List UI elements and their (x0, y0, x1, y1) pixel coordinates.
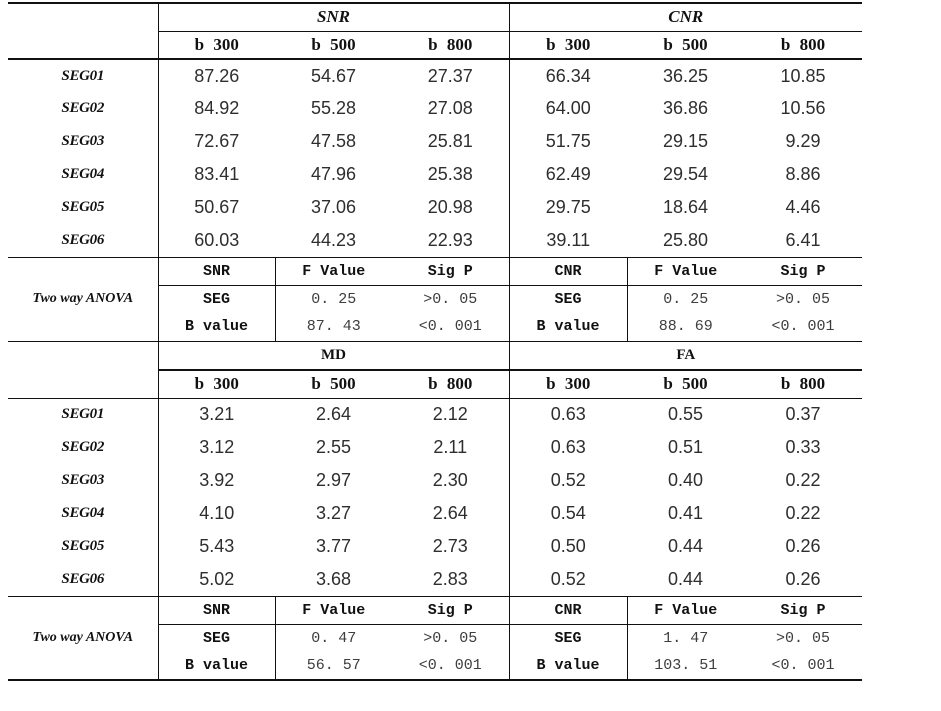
col-header-b-800: b 800 (392, 31, 509, 59)
row-label-seg04: SEG04 (8, 497, 158, 530)
data-cell: 54.67 (310, 65, 357, 86)
data-cell: 51.75 (545, 131, 591, 151)
data-cell: 4.46 (785, 197, 821, 217)
data-cell: 3.68 (275, 563, 392, 596)
data-cell: 25.80 (627, 224, 744, 257)
anova-value-cell: >0. 05 (392, 285, 509, 313)
data-cell: 4.10 (199, 503, 235, 523)
data-cell: 55.28 (310, 98, 357, 118)
table-row (8, 191, 862, 224)
table-row (8, 224, 862, 257)
group-header-cnr: CNR (509, 3, 862, 31)
data-cell: 39.11 (509, 224, 627, 257)
anova-col-header-cnr: CNR (509, 596, 627, 624)
data-cell: 29.54 (662, 164, 709, 184)
anova-value-cell: <0. 001 (392, 313, 509, 341)
data-cell: 0.22 (785, 470, 821, 490)
anova-value-cell: <0. 001 (744, 652, 862, 680)
data-cell: 0.41 (667, 503, 704, 523)
anova-row-sublabel: SEG (509, 285, 627, 313)
data-cell: 2.55 (315, 437, 352, 457)
data-cell: 2.64 (315, 404, 352, 425)
data-cell: 27.37 (392, 59, 509, 92)
anova-col-header-sig-p: Sig P (744, 596, 862, 624)
data-cell: 20.98 (392, 191, 509, 224)
data-cell: 22.93 (392, 224, 509, 257)
anova-col-header-sig-p: Sig P (392, 257, 509, 285)
group-header-md: MD (158, 341, 509, 370)
data-cell: 0.22 (785, 503, 821, 523)
anova-value-cell: >0. 05 (392, 624, 509, 652)
col-header-b-800: b 800 (744, 31, 862, 59)
data-cell: 0.52 (509, 563, 627, 596)
data-cell: 0.50 (550, 536, 586, 556)
data-cell: 87.26 (194, 65, 240, 86)
anova-value-cell: <0. 001 (744, 313, 862, 341)
data-cell: 18.64 (662, 197, 709, 217)
col-header-b-300: b 300 (509, 370, 627, 398)
row-label-seg05: SEG05 (8, 530, 158, 563)
data-cell: 3.21 (199, 404, 235, 425)
anova-row-label: Two way ANOVA (8, 596, 158, 680)
data-cell: 0.26 (744, 563, 862, 596)
row-label-seg06: SEG06 (8, 563, 158, 596)
anova-row-sublabel: SEG (509, 624, 627, 652)
table-row (8, 398, 862, 431)
data-cell: 2.12 (392, 398, 509, 431)
anova-col-header-snr: SNR (158, 257, 275, 285)
data-cell: 25.81 (392, 125, 509, 158)
col-header-b-300: b 300 (158, 370, 275, 398)
table-row (8, 497, 862, 530)
data-cell: 0.63 (550, 404, 586, 425)
data-cell: 72.67 (194, 131, 240, 151)
anova-value-cell: >0. 05 (776, 290, 831, 308)
anova-col-header-cnr: CNR (509, 257, 627, 285)
data-cell: 0.63 (550, 437, 586, 457)
row-label-seg01: SEG01 (8, 59, 158, 92)
anova-value-cell: 0. 25 (311, 290, 357, 308)
col-header-b-500: b 500 (275, 370, 392, 398)
anova-value-cell: 88. 69 (627, 313, 744, 341)
row-label-seg03: SEG03 (8, 125, 158, 158)
data-cell: 0.44 (667, 536, 704, 556)
data-cell: 44.23 (275, 224, 392, 257)
data-cell: 0.40 (667, 470, 704, 490)
anova-value-cell: 0. 47 (311, 629, 357, 647)
results-table (8, 2, 862, 681)
data-cell: 3.92 (199, 470, 235, 490)
table-row (8, 563, 862, 596)
anova-row-sublabel: SEG (158, 624, 275, 652)
anova-value-cell: 103. 51 (627, 652, 744, 680)
data-cell: 37.06 (310, 197, 357, 217)
data-cell: 84.92 (194, 98, 240, 118)
data-cell: 62.49 (545, 164, 591, 184)
group-header-fa: FA (509, 341, 862, 370)
col-header-b-800: b 800 (744, 370, 862, 398)
data-cell: 36.25 (662, 65, 709, 86)
data-cell: 66.34 (545, 65, 591, 86)
data-cell: 10.85 (780, 65, 826, 86)
data-cell: 50.67 (194, 197, 240, 217)
table-row (8, 125, 862, 158)
data-cell: 9.29 (785, 131, 821, 151)
col-header-b-800: b 800 (392, 370, 509, 398)
data-cell: 36.86 (662, 98, 709, 118)
data-cell: 83.41 (194, 164, 240, 184)
data-cell: 3.77 (315, 536, 352, 556)
data-cell: 0.37 (785, 404, 821, 425)
data-cell: 0.55 (667, 404, 704, 425)
data-cell: 47.96 (310, 164, 357, 184)
table-row (8, 59, 862, 92)
results-table-body (8, 3, 862, 680)
table-row (8, 92, 862, 125)
row-label-seg02: SEG02 (8, 92, 158, 125)
table-row (8, 158, 862, 191)
anova-row-sublabel: B value (158, 652, 275, 680)
data-cell: 2.83 (392, 563, 509, 596)
row-label-seg03: SEG03 (8, 464, 158, 497)
col-header-b-500: b 500 (627, 370, 744, 398)
data-cell: 0.26 (785, 536, 821, 556)
anova-col-header-f-value: F Value (627, 596, 744, 624)
data-cell: 60.03 (158, 224, 275, 257)
data-cell: 0.52 (550, 470, 586, 490)
anova-value-cell: 87. 43 (275, 313, 392, 341)
group-header-snr: SNR (158, 3, 509, 31)
col-header-b-300: b 300 (509, 31, 627, 59)
anova-col-header-sig-p: Sig P (744, 257, 862, 285)
anova-value-cell: <0. 001 (392, 652, 509, 680)
anova-row-sublabel: B value (509, 652, 627, 680)
row-label-seg05: SEG05 (8, 191, 158, 224)
table-row (8, 431, 862, 464)
data-cell: 3.27 (315, 503, 352, 523)
data-cell: 0.33 (785, 437, 821, 457)
data-cell: 3.12 (199, 437, 235, 457)
data-cell: 47.58 (310, 131, 357, 151)
data-cell: 27.08 (392, 92, 509, 125)
row-label-seg01: SEG01 (8, 398, 158, 431)
table-row (8, 464, 862, 497)
anova-row-sublabel: SEG (158, 285, 275, 313)
col-header-b-500: b 500 (627, 31, 744, 59)
group-header-row (8, 341, 862, 370)
anova-row-sublabel: B value (509, 313, 627, 341)
anova-col-header-f-value: F Value (627, 257, 744, 285)
data-cell: 2.73 (392, 530, 509, 563)
anova-col-header-sig-p: Sig P (392, 596, 509, 624)
row-label-seg06: SEG06 (8, 224, 158, 257)
corner-cell (8, 341, 158, 398)
row-label-seg02: SEG02 (8, 431, 158, 464)
data-cell: 2.11 (392, 431, 509, 464)
table-row (8, 530, 862, 563)
data-cell: 2.30 (392, 464, 509, 497)
data-cell: 10.56 (780, 98, 826, 118)
anova-col-header-f-value: F Value (275, 257, 392, 285)
row-label-seg04: SEG04 (8, 158, 158, 191)
anova-value-cell: 0. 25 (663, 290, 709, 308)
data-cell: 0.51 (667, 437, 704, 457)
anova-col-header-f-value: F Value (275, 596, 392, 624)
anova-col-header-snr: SNR (158, 596, 275, 624)
anova-header-row (8, 257, 862, 285)
anova-value-cell: >0. 05 (776, 629, 831, 647)
group-header-row (8, 3, 862, 31)
data-cell: 8.86 (785, 164, 821, 184)
data-cell: 2.64 (392, 497, 509, 530)
data-cell: 2.97 (315, 470, 352, 490)
data-cell: 6.41 (744, 224, 862, 257)
data-cell: 5.43 (199, 536, 235, 556)
data-cell: 5.02 (158, 563, 275, 596)
data-cell: 25.38 (392, 158, 509, 191)
anova-header-row (8, 596, 862, 624)
anova-value-cell: 56. 57 (275, 652, 392, 680)
data-cell: 29.75 (545, 197, 591, 217)
data-cell: 64.00 (545, 98, 591, 118)
anova-row-label: Two way ANOVA (8, 257, 158, 341)
data-cell: 0.44 (627, 563, 744, 596)
col-header-b-500: b 500 (275, 31, 392, 59)
corner-cell (8, 3, 158, 59)
data-cell: 0.54 (550, 503, 586, 523)
anova-row-sublabel: B value (158, 313, 275, 341)
anova-value-cell: 1. 47 (663, 629, 709, 647)
col-header-b-300: b 300 (158, 31, 275, 59)
data-cell: 29.15 (662, 131, 709, 151)
